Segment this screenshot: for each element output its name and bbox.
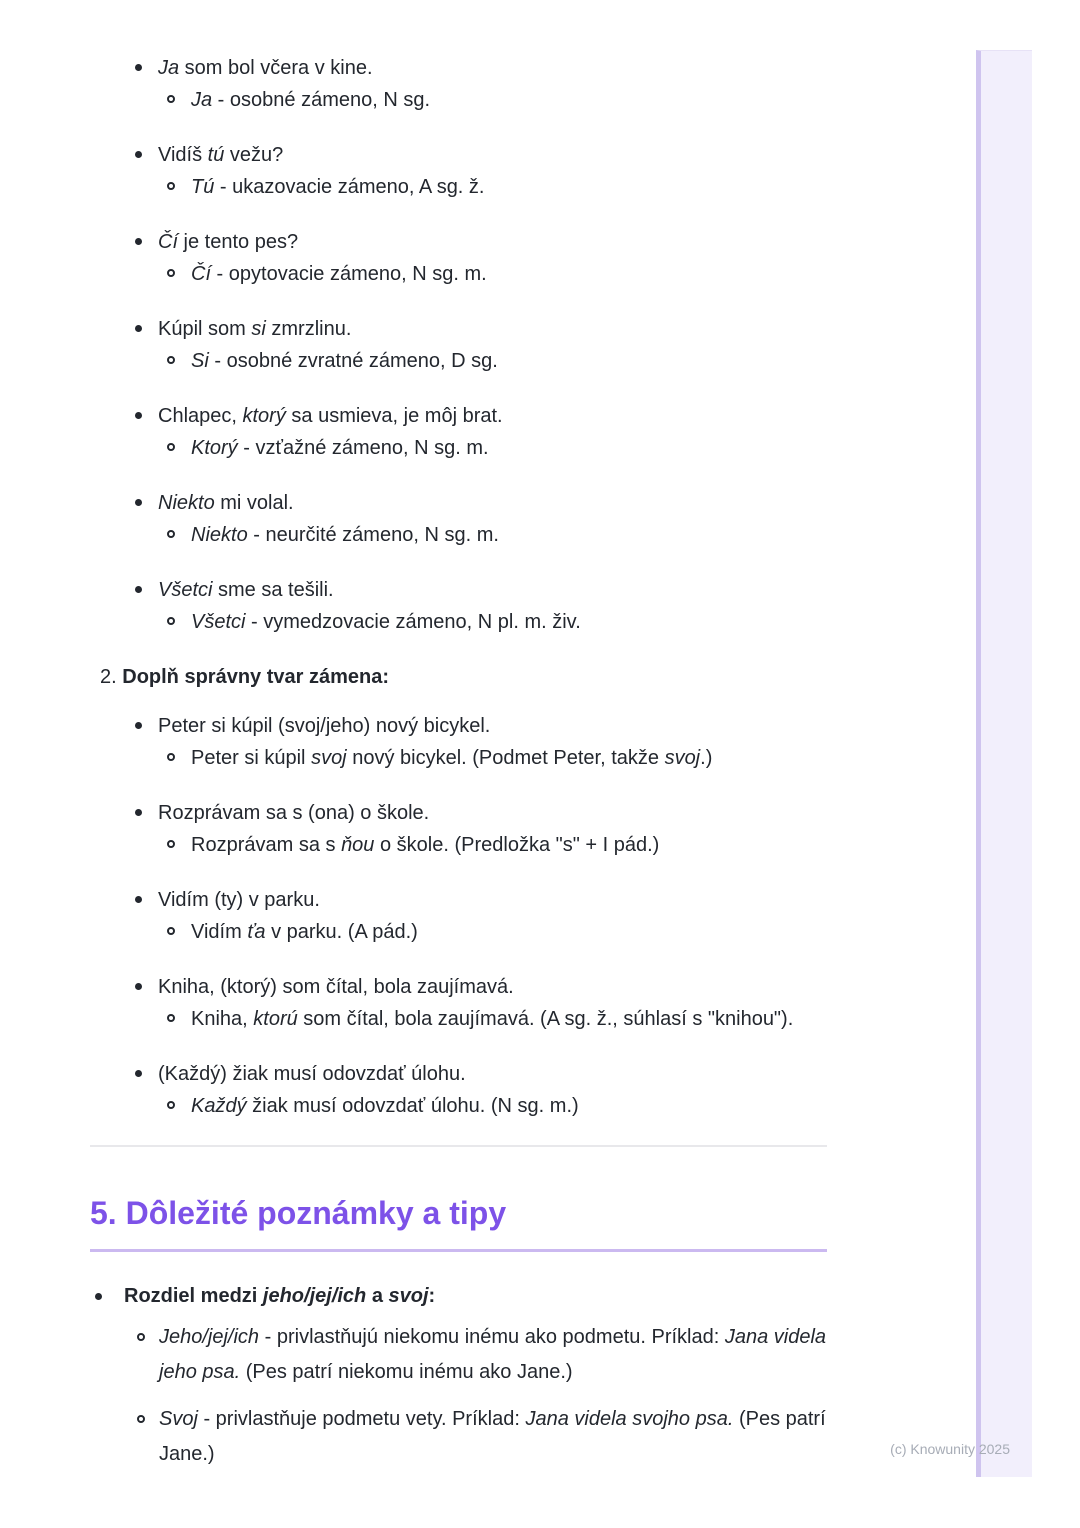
text-segment: ktorú: [253, 1008, 298, 1030]
text-segment: svoj: [311, 747, 347, 769]
list-item-group: [90, 226, 827, 290]
circle-bullet-icon: [167, 829, 191, 848]
list-item: [90, 1058, 827, 1090]
text-segment: - opytovacie zámeno, N sg. m.: [211, 263, 487, 285]
sub-list-item: [90, 916, 827, 948]
sub-list-item: [90, 258, 827, 290]
circle-bullet-icon: [137, 1402, 159, 1423]
bullet-icon: [135, 313, 158, 332]
text-segment: sme sa tešili.: [212, 579, 334, 601]
list-item-group: [90, 797, 827, 861]
bullet-icon: [135, 487, 158, 506]
text-segment: - osobné zámeno, N sg.: [212, 89, 431, 111]
text-segment: Rozprávam sa s: [191, 834, 342, 856]
list-item-group: [90, 139, 827, 203]
bullet-icon: [135, 797, 158, 816]
circle-bullet-icon: [167, 345, 191, 364]
text-segment: Každý: [191, 1095, 247, 1117]
text-segment: :: [428, 1285, 436, 1307]
text-segment: svoj: [388, 1285, 429, 1307]
list-item: [90, 574, 827, 606]
sub-list-item-text: [159, 1320, 827, 1390]
sub-list-item: [90, 1320, 827, 1390]
text-segment: som bol včera v kine.: [179, 57, 373, 79]
sub-list-item: [90, 345, 827, 377]
text-segment: Chlapec,: [158, 405, 243, 427]
list-item: [90, 139, 827, 171]
exercise2-heading: [90, 661, 827, 693]
circle-bullet-icon: [167, 916, 191, 935]
sub-list-item: [90, 519, 827, 551]
text-segment: Kúpil som: [158, 318, 252, 340]
bullet-icon: [135, 574, 158, 593]
list-item-text: [158, 971, 827, 1003]
text-segment: - vzťažné zámeno, N sg. m.: [237, 437, 489, 459]
text-segment: jeho/jej/ich: [262, 1285, 367, 1307]
sub-list-item-text: [191, 519, 827, 551]
text-segment: v parku. (A pád.): [265, 921, 418, 943]
list-item-group: [90, 1279, 827, 1472]
list-item: [90, 487, 827, 519]
sub-list-item: [90, 742, 827, 774]
sub-list-item-text: [191, 345, 827, 377]
circle-bullet-icon: [167, 1003, 191, 1022]
document-content: [90, 52, 827, 1495]
text-segment: Ktorý: [191, 437, 238, 459]
exercise2-list: [90, 710, 827, 1122]
text-segment: - privlastňuje podmetu vety. Príklad:: [197, 1408, 526, 1430]
list-item-text: [158, 313, 827, 345]
text-segment: Jeho/jej/ich: [159, 1326, 260, 1348]
text-segment: nový bicykel. (Podmet Peter, takže: [346, 747, 665, 769]
bullet-icon: [135, 139, 158, 158]
text-segment: Všetci: [158, 579, 213, 601]
bullet-icon: [135, 400, 158, 419]
section-divider: [90, 1145, 827, 1147]
text-segment: (Pes patrí Jane.): [159, 1408, 826, 1465]
sub-list-item-text: [191, 432, 827, 464]
text-segment: Čí: [158, 231, 178, 253]
text-segment: a: [366, 1285, 389, 1307]
list-item-group: [90, 710, 827, 774]
section5-heading: 5. Dôležité poznámky a tipy: [90, 1195, 507, 1231]
list-item: [90, 226, 827, 258]
watermark: (c) Knowunity 2025: [890, 1441, 1010, 1457]
text-segment: Si: [191, 350, 209, 372]
text-segment: sa usmieva, je môj brat.: [285, 405, 503, 427]
sub-list-item-text: [191, 829, 827, 861]
circle-bullet-icon: [167, 171, 191, 190]
list-item: [90, 971, 827, 1003]
text-segment: Svoj: [159, 1408, 198, 1430]
text-segment: ťa: [247, 921, 266, 943]
sub-list-item-text: [191, 258, 827, 290]
sub-list-item: [90, 1090, 827, 1122]
sub-list-item-text: [191, 916, 827, 948]
text-segment: Rozprávam sa s (ona) o škole.: [158, 802, 430, 824]
list-item-text: [158, 884, 827, 916]
list-item-text: [158, 797, 827, 829]
text-segment: - osobné zvratné zámeno, D sg.: [208, 350, 498, 372]
list-item-group: [90, 487, 827, 551]
text-segment: o škole. (Predložka "s" + I pád.): [374, 834, 660, 856]
sub-list-item-text: [159, 1402, 827, 1472]
list-item: [90, 52, 827, 84]
sub-list-item-text: [191, 171, 827, 203]
text-segment: som čítal, bola zaujímavá. (A sg. ž., súhlasí s "knihou").: [297, 1008, 794, 1030]
text-segment: ňou: [341, 834, 375, 856]
text-segment: Vidím (ty) v parku.: [158, 889, 320, 911]
text-segment: zmrzlinu.: [265, 318, 352, 340]
text-segment: (Pes patrí niekomu inému ako Jane.): [240, 1361, 573, 1383]
bullet-icon: [135, 884, 158, 903]
list-item-group: [90, 400, 827, 464]
list-item-text: [158, 139, 827, 171]
section5-heading-underline: [90, 1249, 827, 1252]
circle-bullet-icon: [167, 84, 191, 103]
circle-bullet-icon: [137, 1320, 159, 1341]
text-segment: - vymedzovacie zámeno, N pl. m. živ.: [245, 611, 581, 633]
bullet-icon: [135, 226, 158, 245]
bullet-icon: [135, 710, 158, 729]
text-segment: Rozdiel medzi: [124, 1285, 263, 1307]
text-segment: Čí: [191, 263, 211, 285]
sub-list-item: [90, 1402, 827, 1472]
list-item: [90, 400, 827, 432]
list-item-group: [90, 884, 827, 948]
circle-bullet-icon: [167, 1090, 191, 1109]
list-item-text: [158, 52, 827, 84]
sub-list-item: [90, 432, 827, 464]
text-segment: Tú: [191, 176, 215, 198]
section5-list: [90, 1279, 827, 1472]
circle-bullet-icon: [167, 742, 191, 761]
list-item-text: [158, 487, 827, 519]
list-item-text: [158, 226, 827, 258]
list-item-group: [90, 313, 827, 377]
text-segment: mi volal.: [214, 492, 294, 514]
circle-bullet-icon: [167, 432, 191, 451]
list-item-text: [158, 574, 827, 606]
list-item-group: [90, 574, 827, 638]
exercise1-list: [90, 52, 827, 638]
sub-list-item: [90, 829, 827, 861]
circle-bullet-icon: [167, 519, 191, 538]
text-segment: Niekto: [158, 492, 215, 514]
circle-bullet-icon: [167, 606, 191, 625]
sub-list-item-text: [191, 606, 827, 638]
list-item-text: [158, 1058, 827, 1090]
text-segment: žiak musí odovzdať úlohu. (N sg. m.): [246, 1095, 579, 1117]
text-segment: Ja: [158, 57, 180, 79]
side-page-edge: [976, 50, 1032, 1477]
text-segment: Vidíš: [158, 144, 208, 166]
sub-list-item-text: [191, 1090, 827, 1122]
bullet-icon: [135, 971, 158, 990]
text-segment: - neurčité zámeno, N sg. m.: [247, 524, 499, 546]
text-segment: ktorý: [242, 405, 286, 427]
sub-list-item-text: [191, 742, 827, 774]
list-item: [90, 313, 827, 345]
text-segment: Všetci: [191, 611, 246, 633]
list-item-group: [90, 52, 827, 116]
text-segment: Niekto: [191, 524, 248, 546]
bullet-icon: [135, 1058, 158, 1077]
text-segment: Peter si kúpil: [191, 747, 312, 769]
text-segment: Peter si kúpil (svoj/jeho) nový bicykel.: [158, 715, 491, 737]
text-segment: Jana videla svojho psa.: [525, 1408, 734, 1430]
text-segment: Ja: [191, 89, 213, 111]
list-item: [90, 797, 827, 829]
text-segment: tú: [207, 144, 225, 166]
list-item: [90, 710, 827, 742]
text-segment: Kniha,: [191, 1008, 254, 1030]
list-item: [90, 884, 827, 916]
list-item-text: [124, 1279, 827, 1314]
text-segment: - ukazovacie zámeno, A sg. ž.: [214, 176, 485, 198]
sub-list-item-text: [191, 84, 827, 116]
text-segment: si: [251, 318, 266, 340]
exercise2-title: Doplň správny tvar zámena:: [122, 666, 389, 688]
text-segment: .): [700, 747, 713, 769]
bullet-icon: [135, 52, 158, 71]
sub-list-item: [90, 171, 827, 203]
sub-list-item-text: [191, 1003, 827, 1035]
list-item-group: [90, 971, 827, 1035]
text-segment: Vidím: [191, 921, 248, 943]
text-segment: - privlastňujú niekomu inému ako podmetu. Príklad:: [259, 1326, 725, 1348]
list-item-text: [158, 400, 827, 432]
sub-list-item: [90, 1003, 827, 1035]
text-segment: Kniha, (ktorý) som čítal, bola zaujímavá.: [158, 976, 514, 998]
sub-list-item: [90, 606, 827, 638]
text-segment: vežu?: [224, 144, 284, 166]
circle-bullet-icon: [167, 258, 191, 277]
exercise2-number: 2.: [100, 666, 123, 688]
text-segment: (Každý) žiak musí odovzdať úlohu.: [158, 1063, 466, 1085]
text-segment: svoj: [664, 747, 701, 769]
sub-list-item: [90, 84, 827, 116]
list-item: [90, 1279, 827, 1314]
list-item-group: [90, 1058, 827, 1122]
list-item-text: [158, 710, 827, 742]
text-segment: Jana videla jeho psa.: [159, 1326, 827, 1383]
bullet-icon: [95, 1279, 124, 1300]
text-segment: je tento pes?: [178, 231, 299, 253]
